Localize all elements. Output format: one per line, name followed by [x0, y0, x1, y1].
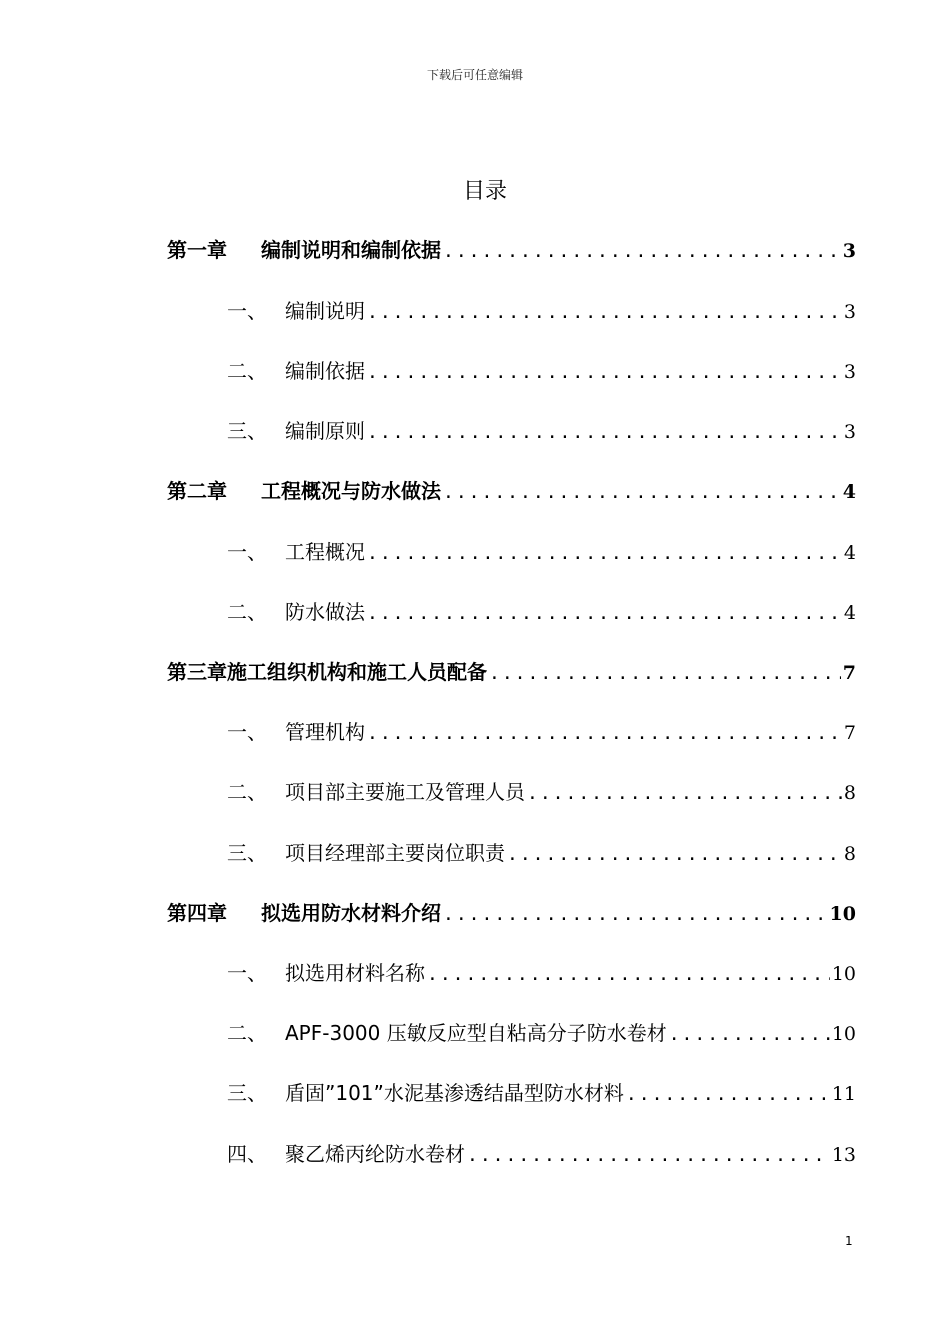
- toc-entry-number: 三、: [227, 419, 267, 443]
- toc-entry-page: 8: [843, 782, 856, 804]
- toc-entry-page: 10: [831, 1023, 856, 1045]
- toc-leader-dots: [367, 603, 842, 624]
- toc-leader-dots: [507, 844, 842, 865]
- toc-entry-number: 第四章: [167, 901, 227, 925]
- toc-entry-page: 8: [843, 843, 856, 865]
- toc-title: 目录: [462, 179, 507, 204]
- toc-leader-dots: [367, 362, 842, 383]
- toc-entry-section[interactable]: [227, 536, 856, 566]
- toc-entry-text: 工程概况: [285, 540, 365, 564]
- toc-entry-page: 7: [843, 722, 856, 744]
- toc-entry-page: 4: [842, 481, 856, 503]
- toc-entry-section[interactable]: [227, 1138, 856, 1168]
- toc-leader-dots: [527, 783, 842, 804]
- toc-entry-chapter-2[interactable]: [167, 475, 856, 505]
- toc-entry-text: 拟选用材料名称: [285, 961, 425, 985]
- toc-entry-chapter-4[interactable]: [167, 897, 856, 927]
- toc-entry-number: 第一章: [167, 238, 227, 262]
- toc-entry-text: 编制依据: [285, 359, 365, 383]
- toc-leader-dots: [467, 1145, 830, 1166]
- toc-entry-page: 7: [842, 662, 856, 684]
- toc-entry-chapter-3[interactable]: [167, 656, 856, 686]
- toc-entry-text: 拟选用防水材料介绍: [261, 901, 441, 925]
- toc-entry-page: 11: [831, 1083, 856, 1105]
- toc-entry-page: 4: [843, 542, 856, 564]
- toc-entry-section[interactable]: [227, 295, 856, 325]
- toc-entry-section[interactable]: [227, 716, 856, 746]
- toc-leader-dots: [367, 422, 842, 443]
- toc-entry-page: 3: [843, 361, 856, 383]
- toc-entry-text: 施工组织机构和施工人员配备: [227, 660, 487, 684]
- toc-entry-number: 第三章: [167, 660, 227, 684]
- toc-entry-page: 4: [843, 602, 856, 624]
- toc-entry-text: 聚乙烯丙纶防水卷材: [285, 1142, 465, 1166]
- toc-entry-number: 二、: [227, 600, 267, 624]
- toc-entry-text: 工程概况与防水做法: [261, 479, 441, 503]
- header-note: 下载后可任意编辑: [426, 68, 523, 82]
- toc-entry-number: 一、: [227, 961, 267, 985]
- toc-entry-section[interactable]: [227, 415, 856, 445]
- toc-entry-text: 防水做法: [285, 600, 365, 624]
- toc-entry-page: 13: [831, 1144, 856, 1166]
- toc-entry-page: 10: [831, 963, 856, 985]
- toc-entry-number: 二、: [227, 1021, 267, 1045]
- toc-entry-text: 编制说明和编制依据: [261, 238, 441, 262]
- toc-entry-text: 管理机构: [285, 720, 365, 744]
- toc-entry-section[interactable]: [227, 1017, 856, 1047]
- toc-entry-section[interactable]: [227, 355, 856, 385]
- toc-leader-dots: [367, 302, 842, 323]
- toc-entry-section[interactable]: [227, 596, 856, 626]
- toc-leader-dots: [367, 543, 842, 564]
- toc-leader-dots: [443, 482, 841, 503]
- toc-entry-number: 二、: [227, 359, 267, 383]
- toc-leader-dots: [669, 1024, 830, 1045]
- toc-entry-text: 编制说明: [285, 299, 365, 323]
- toc-entry-page: 3: [842, 240, 856, 262]
- toc-leader-dots: [443, 241, 841, 262]
- toc-entry-section[interactable]: [227, 1077, 856, 1107]
- toc-entry-chapter-1[interactable]: [167, 234, 856, 264]
- toc-entry-number: 第二章: [167, 479, 227, 503]
- toc-entry-text: 盾固”101”水泥基渗透结晶型防水材料: [285, 1081, 624, 1105]
- toc-entry-number: 二、: [227, 780, 267, 804]
- toc-entry-text: APF-3000 压敏反应型自粘高分子防水卷材: [285, 1021, 667, 1045]
- toc-entry-section[interactable]: [227, 776, 856, 806]
- toc-entry-page: 3: [843, 301, 856, 323]
- toc-leader-dots: [443, 904, 828, 925]
- toc-entry-text: 编制原则: [285, 419, 365, 443]
- toc-entry-number: 三、: [227, 1081, 267, 1105]
- toc-leader-dots: [489, 663, 841, 684]
- toc-leader-dots: [367, 723, 842, 744]
- toc-entry-number: 三、: [227, 841, 267, 865]
- toc-entry-number: 一、: [227, 540, 267, 564]
- toc-entry-number: 一、: [227, 720, 267, 744]
- page-number: 1: [845, 1234, 853, 1248]
- toc-entry-number: 一、: [227, 299, 267, 323]
- toc-entry-section[interactable]: [227, 837, 856, 867]
- toc-leader-dots: [626, 1084, 830, 1105]
- toc-entry-text: 项目部主要施工及管理人员: [285, 780, 525, 804]
- toc-entry-section[interactable]: [227, 957, 856, 987]
- toc-entry-page: 10: [829, 903, 856, 925]
- toc-entry-text: 项目经理部主要岗位职责: [285, 841, 505, 865]
- toc-leader-dots: [427, 964, 830, 985]
- toc-entry-number: 四、: [227, 1142, 267, 1166]
- toc-entry-page: 3: [843, 421, 856, 443]
